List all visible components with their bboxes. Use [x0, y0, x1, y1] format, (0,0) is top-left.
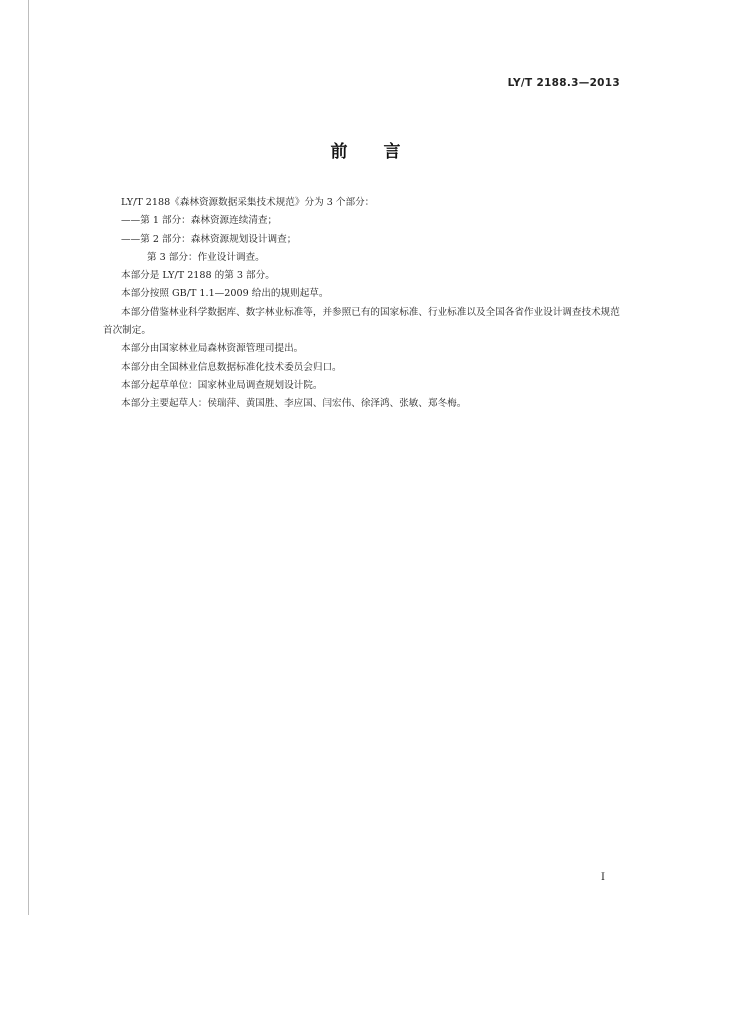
list-item-part-2: ——第 2 部分：森林资源规划设计调查；: [121, 233, 297, 245]
standard-code: LY/T 2188.3—2013: [507, 77, 620, 89]
paragraph-proposer: 本部分由国家林业局森林资源管理司提出。: [121, 343, 304, 355]
paragraph-drafting-unit: 本部分起草单位：国家林业局调查规划设计院。: [121, 379, 323, 391]
page-number: I: [601, 872, 605, 883]
foreword-body: [103, 194, 628, 414]
paragraph-committee: 本部分由全国林业信息数据标准化技术委员会归口。: [121, 361, 342, 373]
paragraph-part-statement: 本部分是 LY/T 2188 的第 3 部分。: [121, 270, 275, 282]
paragraph-intro: LY/T 2188《森林资源数据采集技术规范》分为 3 个部分：: [121, 197, 375, 208]
page-title: 前言: [330, 142, 437, 162]
paragraph-drafters: 本部分主要起草人：侯瑞萍、黄国胜、李应国、闫宏伟、徐泽鸿、张敏、郑冬梅。: [121, 398, 467, 410]
paragraph-drafting-rules: 本部分按照 GB/T 1.1—2009 给出的规则起草。: [121, 288, 329, 300]
list-item-part-1: ——第 1 部分：森林资源连续清查；: [121, 215, 278, 227]
list-item-part-3: 第 3 部分：作业设计调查。: [147, 251, 265, 263]
paragraph-references: 本部分借鉴林业科学数据库、数字林业标准等，并参照已有的国家标准、行业标准以及全国各省作业设计调查技术规范首次制定。: [103, 306, 620, 337]
